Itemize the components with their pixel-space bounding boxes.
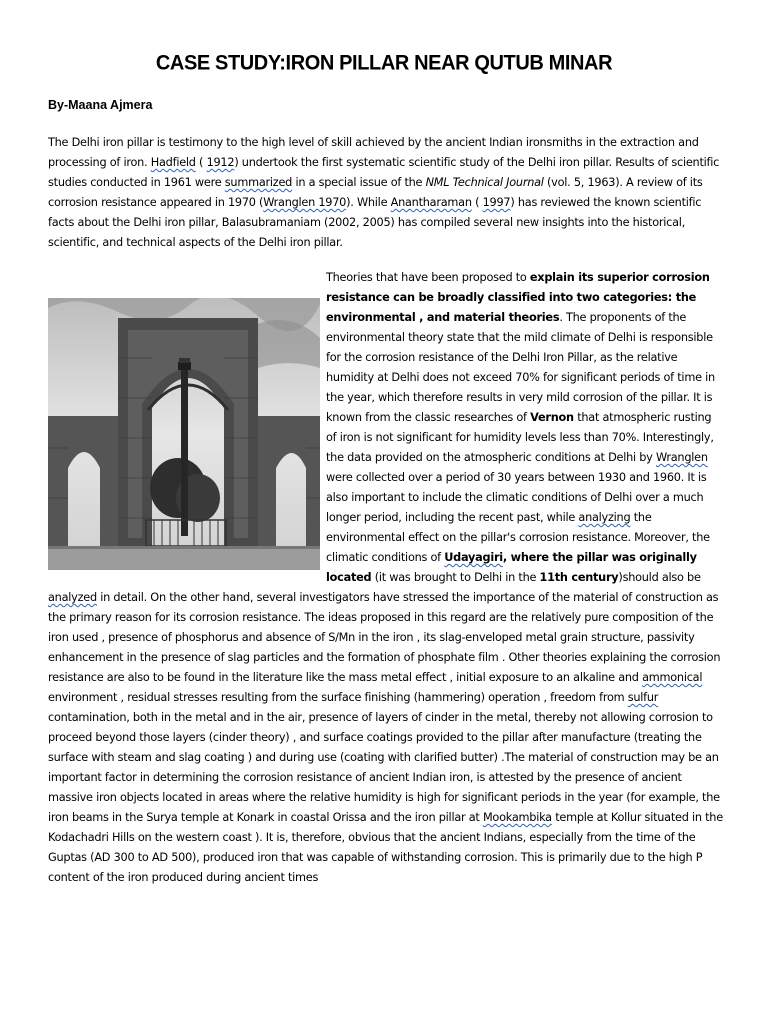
citation-anantharaman: Anantharaman: [390, 196, 472, 209]
word-sulfur: sulfur: [627, 691, 659, 704]
word-analyzing: analyzing: [578, 511, 631, 524]
bold-original-location: , where the pillar was originally located: [326, 551, 697, 584]
citation-year-1912: 1912: [206, 156, 235, 169]
citation-hadfield: Hadfield: [150, 156, 196, 169]
word-summarized: summarized: [224, 176, 293, 189]
bold-classification: explain its superior corrosion resistance can be broadly classified into two categories: the environmental , and material theories: [326, 271, 710, 324]
citation-year-1997: 1997: [482, 196, 511, 209]
intro-paragraph: The Delhi iron pillar is testimony to the high level of skill achieved by the ancient Indian ironsmiths in the extraction and processing of iron. Hadfield ( 1912) undertook the first systematic scientific study of the Delhi iron pillar. Results of scientific studies conducted in 1961 were summarized in a special issue of the NML Technical Journal (vol. 5, 1963). A review of its corrosion resistance appeared in 1970 (Wranglen 1970). While Anantharaman ( 1997) has reviewed the known scientific facts about the Delhi iron pillar, Balasubramaniam (2002, 2005) has compiled several new insights into the historical, scientific, and technical aspects of the Delhi iron pillar.: [48, 136, 720, 249]
page-title: CASE STUDY:IRON PILLAR NEAR QUTUB MINAR: [155, 51, 613, 75]
iron-pillar-photo: [48, 298, 320, 570]
bold-11th-century: 11th century: [539, 571, 619, 584]
word-ammonical: ammonical: [642, 671, 703, 684]
journal-name: NML Technical Journal: [425, 176, 544, 189]
author-byline: By-Maana Ajmera: [48, 98, 153, 112]
name-vernon: Vernon: [530, 411, 574, 424]
citation-wranglen-1970: Wranglen 1970: [263, 196, 347, 209]
theories-paragraph: Theories that have been proposed to explain its superior corrosion resistance can be broadly classified into two categories: the environmental , and material theories. The proponents of the environmental theory state that the mild climate of Delhi is responsible for the corrosion resistance of the Delhi Iron Pillar, as the relative humidity at Delhi does not exceed 70% for significant periods of time in the year, which therefore results in very mild corrosion of the pillar. It is known from the classic researches of Vernon that atmospheric rusting of iron is not significant for humidity levels less than 70%. Interestingly, the data provided on the atmospheric conditions at Delhi by Wranglen were collected over a period of 30 years between 1930 and 1960. It is also important to include the climatic conditions of Delhi over a much longer period, including the recent past, while analyzing the environmental effect on the pillar's corrosion resistance. Moreover, the climatic conditions of Udayagiri, where the pillar was originally located (it was brought to Delhi in the 11th century)should also be analyzed in detail. On the other hand, several investigators have stressed the importance of the material of construction as the primary reason for its corrosion resistance. The ideas proposed in this regard are the relatively pure composition of the iron used , presence of phosphorus and absence of S/Mn in the iron , its slag-enveloped metal grain structure, passivity enhancement in the presence of slag particles and the formation of phosphate film . Other theories explaining the corrosion resistance are also to be found in the literature like the mass metal effect , initial exposure to an alkaline and ammonical environment , residual stresses resulting from the surface finishing (hammering) operation , freedom from sulfur contamination, both in the metal and in the air, presence of layers of cinder in the metal, thereby not allowing corrosion to proceed beyond those layers (cinder theory) , and surface coatings provided to the pillar after manufacture (treating the surface with steam and slag coating ) and during use (coating with clarified butter) .The material of construction may be an important factor in determining the corrosion resistance of ancient Indian iron, is attested by the presence of ancient massive iron objects located in areas where the relative humidity is high for significant periods in the year (for example, the iron beams in the Surya temple at Konark in coastal Orissa and the iron pillar at Mookambika temple at Kollur situated in the Kodachadri Hills on the western coast ). It is, therefore, obvious that the ancient Indians, especially from the time of the Guptas (AD 300 to AD 500), produced iron that was capable of withstanding corrosion. This is primarily due to the high P content of the iron produced during ancient times: [48, 271, 723, 884]
word-analyzed: analyzed: [48, 591, 97, 604]
citation-wranglen: Wranglen: [655, 451, 708, 464]
place-udayagiri: Udayagiri: [444, 551, 503, 564]
place-mookambika: Mookambika: [482, 811, 552, 824]
